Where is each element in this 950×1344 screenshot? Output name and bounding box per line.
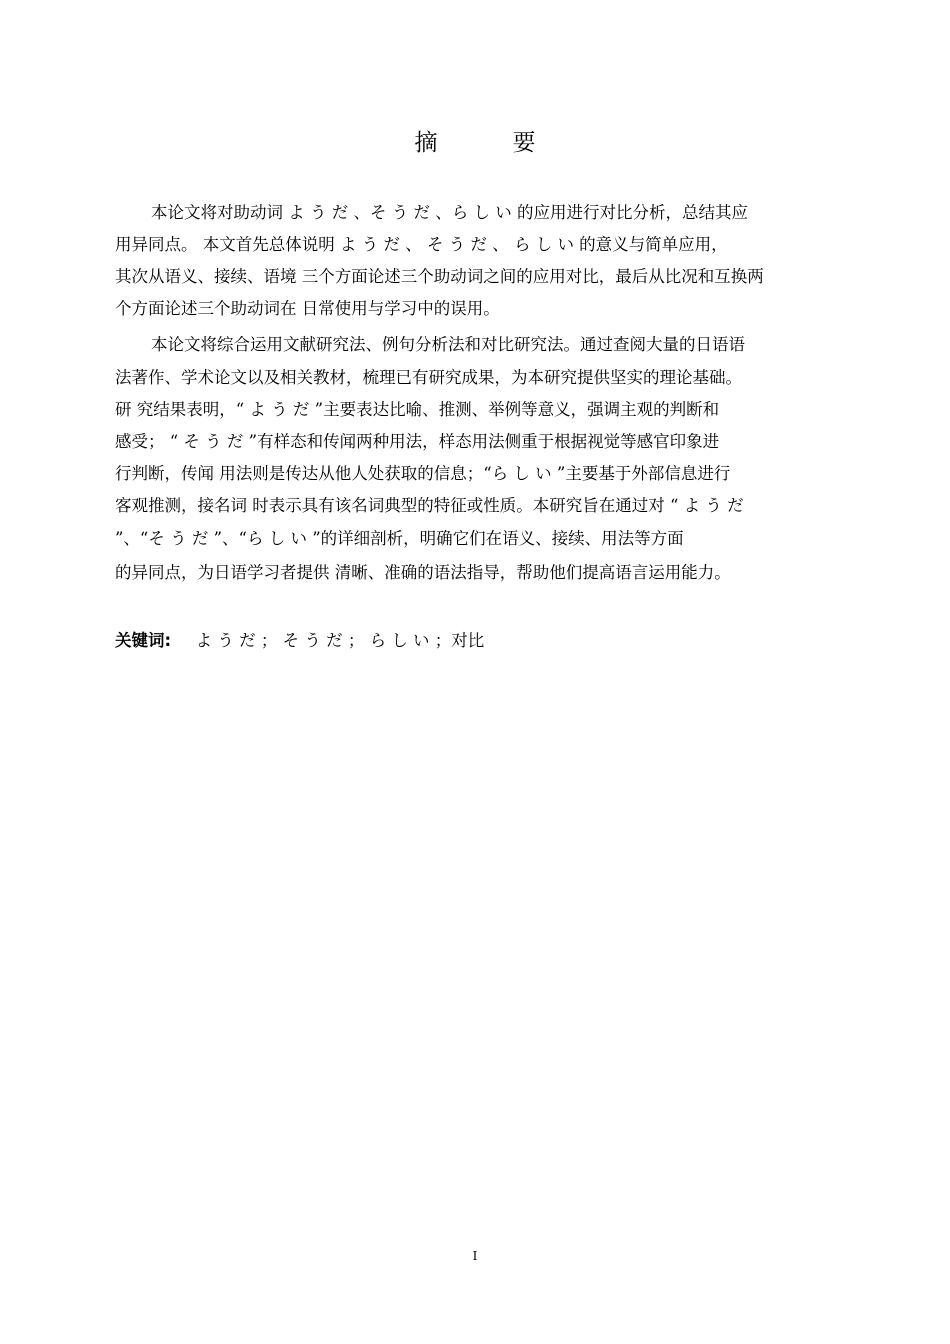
paragraph-2-line-2: 法著作、学术论文以及相关教材，梳理已有研究成果，为本研究提供坚实的理论基础。 [115,368,742,387]
keywords-text: よ う だ ； そ う だ ； ら し い ；对比 [195,631,485,650]
page-number: I [472,1249,478,1263]
paragraph-2-line-3: 研 究结果表明，“ よ う だ ”主要表达比喻、推测、举例等意义，强调主观的判断和 [115,400,720,419]
paragraph-2-line-6: 客观推测，接名词 时表示具有该名词典型的特征或性质。本研究旨在通过对 “ よ う だ [115,496,744,515]
paragraph-2-line-1: 本论文将综合运用文献研究法、例句分析法和对比研究法。通过查阅大量的日语语 [151,335,745,354]
paragraph-1-line-4: 个方面论述三个助动词在 日常使用与学习中的误用。 [115,299,500,318]
paragraph-2-line-7: ”、“そ う だ ”、“ら し い ”的详细剖析，明确它们在语义、接续、用法等方面 [115,529,684,548]
paragraph-1-line-1: 本论文将对助动词 よ う だ 、そ う だ 、ら し い 的应用进行对比分析，总结其应 [151,203,748,222]
keywords-label: 关键词: [115,631,172,650]
paragraph-2-line-5: 行判断，传闻 用法则是传达从他人处获取的信息；“ら し い ”主要基于外部信息进行 [115,464,731,483]
paragraph-1-line-2: 用异同点。 本文首先总体说明 よ う だ 、 そ う だ 、 ら し い 的意义与简单应用， [115,235,728,254]
paragraph-2-line-4: 感受； “ そ う だ ”有样态和传闻两种用法，样态用法侧重于根据视觉等感官印象进 [115,432,720,451]
keywords-line [115,630,484,652]
abstract-title: 摘 要 [414,130,562,156]
paragraph-2-line-8: 的异同点，为日语学习者提供 清晰、准确的语法指导，帮助他们提高语言运用能力。 [115,563,731,582]
paragraph-1-line-3: 其次从语义、接续、语境 三个方面论述三个助动词之间的应用对比，最后从比况和互换两 [115,267,764,286]
